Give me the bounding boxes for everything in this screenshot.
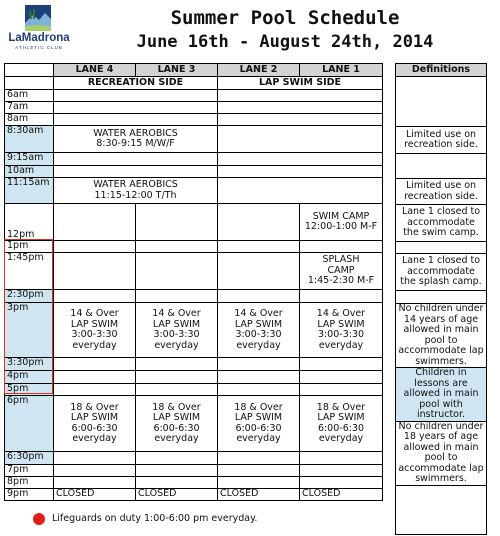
event-line: 14 & Over (70, 308, 119, 319)
definition-no-children-14: No children under 14 years of age allowed in main pool to accommodate lap swimmers. (396, 304, 487, 368)
definitions-table (395, 63, 487, 535)
empty-cell (300, 477, 383, 489)
water-aerobics-event (54, 178, 218, 204)
table-row (5, 90, 383, 102)
event-line: everyday (318, 339, 364, 351)
event-title: SWIM CAMP (312, 210, 370, 222)
empty-cell (54, 477, 136, 489)
event-line: everyday (318, 433, 364, 444)
event-line: LAP SWIM (152, 412, 201, 423)
lifeguard-dot-icon (33, 513, 45, 525)
event-line: 6:00-6:30 (317, 422, 365, 434)
empty-cell (136, 241, 218, 253)
time-cell: 8:30am (5, 126, 54, 153)
event-line: 6:00-6:30 (71, 422, 118, 434)
recreation-side-header: RECREATION SIDE (54, 77, 218, 90)
lap-swim-event (136, 303, 218, 358)
empty-cell (54, 371, 136, 384)
empty-cell (54, 358, 136, 371)
empty-cell (218, 290, 300, 303)
table-row (5, 178, 383, 204)
page-title: Summer Pool Schedule (170, 7, 400, 29)
event-title: CAMP (327, 264, 355, 276)
event-title: WATER AEROBICS (93, 127, 178, 139)
empty-cell (54, 90, 218, 102)
table-row (5, 452, 383, 465)
event-line: 6:00-6:30 (235, 422, 282, 434)
definition-empty (396, 154, 487, 179)
table-row (5, 102, 383, 114)
empty-cell (54, 290, 136, 303)
closed-cell: CLOSED (54, 489, 136, 501)
event-line: 14 & Over (234, 308, 283, 319)
time-cell: 9:15am (5, 153, 54, 166)
empty-cell (136, 358, 218, 371)
empty-cell (54, 166, 218, 178)
empty-cell (218, 126, 383, 153)
definition-lane1-splash-camp: Lane 1 closed to accommodate the splash camp. (396, 254, 487, 291)
event-time: 11:15-12:00 T/Th (94, 189, 177, 201)
empty-cell (300, 452, 383, 465)
empty-cell (218, 153, 383, 166)
empty-cell (218, 204, 300, 241)
empty-cell (218, 253, 300, 290)
lifeguard-legend: Lifeguards on duty 1:00-6:00 pm everyday. (52, 513, 258, 524)
empty-cell (54, 253, 136, 290)
time-cell: 3:30pm (5, 358, 54, 371)
event-line: 18 & Over (316, 401, 366, 413)
empty-cell (54, 465, 136, 477)
definition-empty (396, 485, 487, 534)
empty-cell (218, 371, 300, 384)
empty-cell (300, 465, 383, 477)
time-cell: 6am (5, 90, 54, 102)
lap-swim-event (300, 303, 383, 358)
table-row (5, 489, 383, 501)
empty-cell (218, 102, 383, 114)
time-cell: 10am (5, 166, 54, 178)
time-cell: 6:30pm (5, 452, 54, 465)
logo-subtitle: ATHLETIC CLUB (15, 45, 63, 50)
splash-camp-event (300, 253, 383, 290)
lap-side-header: LAP SWIM SIDE (218, 77, 383, 90)
time-cell: 7pm (5, 465, 54, 477)
empty-cell (54, 204, 136, 241)
table-row (5, 465, 383, 477)
closed-cell: CLOSED (218, 489, 300, 501)
table-row (5, 396, 383, 452)
table-row (5, 253, 383, 290)
event-line: everyday (236, 339, 281, 351)
lap-swim-event (218, 396, 300, 452)
time-cell: 8am (5, 114, 54, 126)
table-row (5, 384, 383, 396)
time-cell: 1pm (5, 241, 54, 253)
corner-cell (5, 77, 54, 90)
lap-swim-event (54, 396, 136, 452)
empty-cell (54, 114, 218, 126)
event-title: SPLASH (322, 254, 360, 266)
table-row (5, 371, 383, 384)
event-line: 3:00-3:30 (153, 329, 200, 340)
definition-lane1-swim-camp: Lane 1 closed to accommodate the swim camp. (396, 205, 487, 242)
page-dates: June 16th - August 24th, 2014 (136, 32, 434, 52)
definition-limited-use: Limited use on recreation side. (396, 127, 487, 154)
closed-cell: CLOSED (300, 489, 383, 501)
time-cell: 8pm (5, 477, 54, 489)
lap-swim-event (300, 396, 383, 452)
empty-cell (54, 384, 136, 396)
time-cell: 4pm (5, 371, 54, 384)
empty-cell (218, 90, 383, 102)
table-row (5, 153, 383, 166)
definition-limited-use: Limited use on recreation side. (396, 179, 487, 205)
closed-cell: CLOSED (136, 489, 218, 501)
event-line: everyday (154, 339, 199, 351)
time-cell: 3pm (5, 303, 54, 358)
definition-no-children-18: No children under 18 years of age allowed in main pool to accommodate lap swimmers. (396, 421, 487, 485)
definition-empty (396, 242, 487, 254)
table-row (5, 290, 383, 303)
definitions-header: Definitions (396, 64, 487, 77)
event-line: 3:00-3:30 (71, 329, 118, 340)
empty-cell (218, 178, 383, 204)
time-cell: 2:30pm (5, 290, 54, 303)
event-line: 18 & Over (70, 401, 119, 413)
table-row (5, 241, 383, 253)
definitions-header-row (396, 64, 487, 77)
table-row (5, 166, 383, 178)
empty-cell (218, 452, 300, 465)
event-line: everyday (236, 433, 281, 444)
lane-header: LANE 3 (136, 64, 218, 77)
time-cell: 1:45pm (5, 253, 54, 290)
empty-cell (218, 114, 383, 126)
event-line: everyday (154, 433, 199, 444)
empty-cell (136, 465, 218, 477)
empty-cell (218, 477, 300, 489)
lap-swim-event (54, 303, 136, 358)
empty-cell (300, 290, 383, 303)
definition-empty (396, 77, 487, 127)
event-line: 6:00-6:30 (153, 422, 200, 434)
table-row (5, 204, 383, 241)
table-row (5, 126, 383, 153)
lap-swim-event (136, 396, 218, 452)
time-cell: 11:15am (5, 178, 54, 204)
event-line: LAP SWIM (317, 412, 365, 423)
definition-lessons: Children in lessons are allowed in main pool with instructor. (396, 368, 487, 422)
empty-cell (136, 384, 218, 396)
event-time: 12:00-1:00 M-F (304, 221, 378, 232)
event-line: LAP SWIM (234, 412, 283, 423)
empty-cell (136, 253, 218, 290)
empty-cell (300, 241, 383, 253)
empty-cell (54, 241, 136, 253)
empty-cell (136, 452, 218, 465)
empty-cell (54, 102, 218, 114)
empty-cell (218, 166, 383, 178)
lane-header-row (5, 64, 383, 77)
water-aerobics-event (54, 126, 218, 153)
empty-cell (300, 358, 383, 371)
side-header-row (5, 77, 383, 90)
event-line: 3:00-3:30 (235, 329, 282, 340)
event-line: 18 & Over (152, 401, 201, 413)
event-line: LAP SWIM (70, 412, 119, 423)
empty-cell (54, 452, 136, 465)
event-line: everyday (72, 433, 117, 444)
table-row (5, 114, 383, 126)
lane-header: LANE 2 (218, 64, 300, 77)
logo-name: LaMadrona (8, 32, 70, 44)
swim-camp-event (300, 204, 383, 241)
lap-swim-event (218, 303, 300, 358)
event-line: LAP SWIM (317, 318, 365, 330)
definition-empty (396, 291, 487, 304)
empty-cell (218, 241, 300, 253)
time-cell: 9pm (5, 489, 54, 501)
event-time: 8:30-9:15 M/W/F (96, 138, 175, 149)
time-cell: 5pm (5, 384, 54, 396)
table-row (5, 303, 383, 358)
time-cell: 12pm (5, 204, 54, 241)
table-row (5, 358, 383, 371)
event-title: WATER AEROBICS (93, 179, 178, 190)
time-cell: 6pm (5, 396, 54, 452)
empty-cell (54, 153, 218, 166)
empty-cell (136, 204, 218, 241)
event-line: 18 & Over (234, 401, 283, 413)
empty-cell (136, 371, 218, 384)
lane-header: LANE 1 (300, 64, 383, 77)
empty-cell (136, 477, 218, 489)
event-time: 1:45-2:30 M-F (307, 275, 375, 287)
event-line: 14 & Over (316, 308, 366, 319)
event-line: LAP SWIM (70, 318, 119, 330)
corner-cell (5, 64, 54, 77)
table-row (5, 477, 383, 489)
event-line: everyday (72, 339, 117, 351)
event-line: 14 & Over (152, 308, 201, 319)
schedule-table (4, 63, 383, 501)
empty-cell (218, 465, 300, 477)
empty-cell (218, 358, 300, 371)
empty-cell (300, 384, 383, 396)
empty-cell (218, 384, 300, 396)
event-line: 3:00-3:30 (317, 329, 365, 340)
empty-cell (300, 371, 383, 384)
event-line: LAP SWIM (152, 318, 201, 330)
event-line: LAP SWIM (234, 318, 283, 330)
empty-cell (136, 290, 218, 303)
lane-header: LANE 4 (54, 64, 136, 77)
time-cell: 7am (5, 102, 54, 114)
